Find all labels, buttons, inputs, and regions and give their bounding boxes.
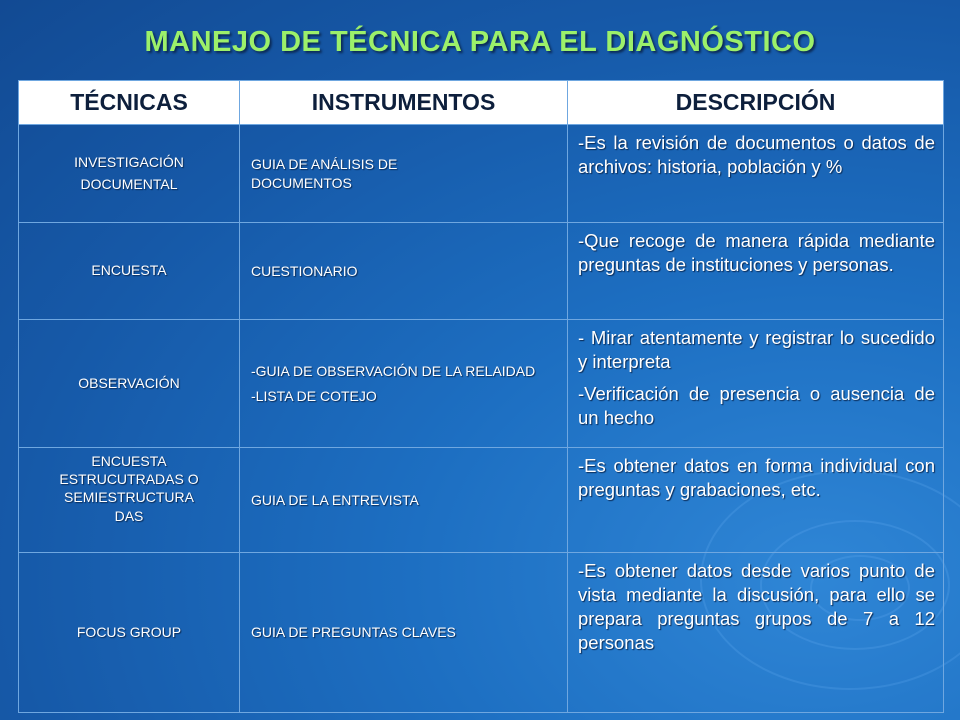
descripcion-cell bbox=[568, 223, 944, 320]
tecnica-text: DOCUMENTAL bbox=[80, 175, 178, 192]
tecnica-text: INVESTIGACIÓN bbox=[74, 153, 184, 170]
instrumento-text: CUESTIONARIO bbox=[251, 262, 358, 279]
tecnica-cell bbox=[19, 553, 240, 713]
instrumento-text: -GUIA DE OBSERVACIÓN DE LA RELAIDAD bbox=[251, 362, 536, 379]
descripcion-text: -Es obtener datos desde varios punto de vista mediante la discusión, para ello se prepara preguntas grupos de 7 a 12 personas bbox=[578, 560, 935, 654]
header-tecnicas: TÉCNICAS bbox=[19, 81, 240, 125]
descripcion-cell bbox=[568, 125, 944, 223]
tecnica-text: ENCUESTA bbox=[91, 453, 167, 469]
instrumento-text: GUIA DE ANÁLISIS DE bbox=[251, 155, 398, 172]
header-instrumentos: INSTRUMENTOS bbox=[240, 81, 568, 125]
table-row bbox=[19, 448, 944, 553]
tecnica-cell bbox=[19, 448, 240, 553]
instrumento-cell bbox=[240, 320, 568, 448]
tecnica-cell bbox=[19, 223, 240, 320]
tecnica-cell bbox=[19, 320, 240, 448]
header-descripcion: DESCRIPCIÓN bbox=[568, 81, 944, 125]
tecnica-text: ESTRUCUTRADAS O SEMIESTRUCTURA bbox=[59, 471, 199, 506]
descripcion-text: -Es obtener datos en forma individual con preguntas y grabaciones, etc. bbox=[578, 455, 935, 501]
descripcion-text: -Verificación de presencia o ausencia de un hecho bbox=[578, 383, 935, 429]
table-row bbox=[19, 125, 944, 223]
descripcion-cell bbox=[568, 553, 944, 713]
table-row bbox=[19, 223, 944, 320]
tecnica-text: DAS bbox=[114, 507, 144, 524]
instrumento-text: DOCUMENTOS bbox=[251, 174, 352, 191]
instrumento-cell bbox=[240, 125, 568, 223]
instrumento-text: -LISTA DE COTEJO bbox=[251, 387, 377, 404]
instrumento-cell bbox=[240, 448, 568, 553]
table-header-row bbox=[19, 81, 944, 125]
table-row bbox=[19, 553, 944, 713]
descripcion-cell bbox=[568, 320, 944, 448]
descripcion-text: - Mirar atentamente y registrar lo sucedido y interpreta bbox=[578, 327, 935, 373]
tecnica-text: FOCUS GROUP bbox=[76, 623, 182, 640]
descripcion-text: -Que recoge de manera rápida mediante preguntas de instituciones y personas. bbox=[578, 230, 935, 276]
instrumento-text: GUIA DE LA ENTREVISTA bbox=[251, 491, 419, 508]
techniques-table bbox=[18, 80, 944, 713]
tecnica-cell bbox=[19, 125, 240, 223]
tecnica-text: ENCUESTA bbox=[91, 262, 167, 279]
instrumento-text: GUIA DE PREGUNTAS CLAVES bbox=[251, 624, 456, 641]
tecnica-text: OBSERVACIÓN bbox=[78, 374, 180, 391]
descripcion-cell bbox=[568, 448, 944, 553]
slide-title: MANEJO DE TÉCNICA PARA EL DIAGNÓSTICO bbox=[144, 26, 816, 58]
instrumento-cell bbox=[240, 223, 568, 320]
descripcion-text: -Es la revisión de documentos o datos de archivos: historia, población y % bbox=[578, 132, 935, 178]
table-row bbox=[19, 320, 944, 448]
instrumento-cell bbox=[240, 553, 568, 713]
